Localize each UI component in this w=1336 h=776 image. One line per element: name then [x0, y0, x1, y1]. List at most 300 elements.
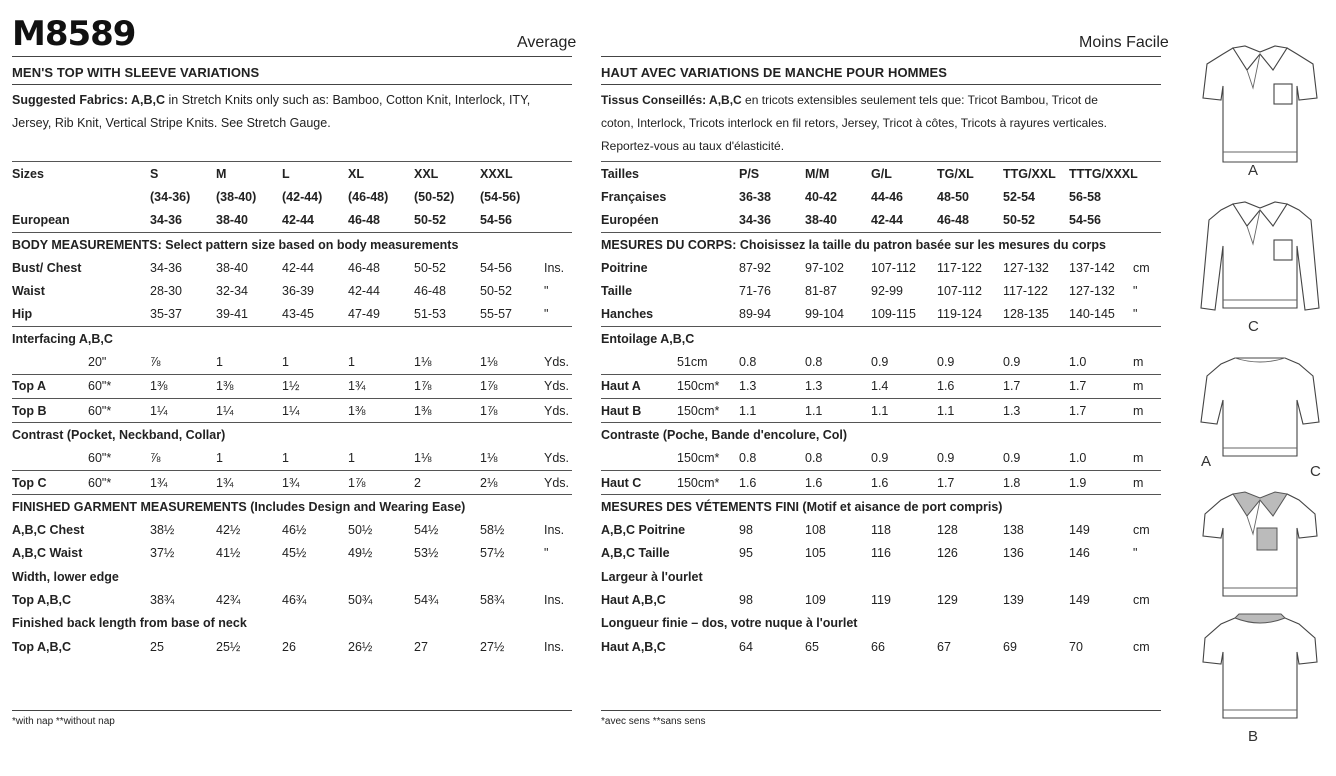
size-value: 48-50 — [937, 189, 969, 204]
size-value: 1¾ — [348, 374, 414, 398]
row-label: Haut B — [601, 398, 677, 422]
row-label: A,B,C Taille — [601, 546, 670, 561]
sketch-view-c — [1195, 198, 1325, 323]
fabric-width — [88, 518, 150, 541]
unit: m — [1133, 470, 1161, 494]
size-value: 1¾ — [216, 470, 282, 494]
row-label: Taille — [601, 284, 633, 299]
size-value: L — [282, 162, 348, 186]
size-value: 149 — [1069, 523, 1090, 538]
size-value: 81-87 — [805, 284, 837, 299]
table-row — [12, 279, 572, 302]
pattern-number: M8589 — [12, 14, 136, 54]
size-value: (50-52) — [414, 189, 455, 204]
size-value: 54¾ — [414, 592, 439, 607]
fabrics-text-fr-1: en tricots extensibles seulement tels que: Tricot Bambou, Tricot de — [741, 93, 1098, 107]
size-value: 87-92 — [739, 260, 771, 275]
fabrics-text-en-2: Jersey, Rib Knit, Vertical Stripe Knits. See Stretch Gauge. — [12, 116, 331, 130]
table-row — [12, 423, 572, 447]
size-value: 38-40 — [216, 260, 248, 275]
size-value: 116 — [871, 546, 891, 561]
size-value: 1⅛ — [480, 355, 498, 370]
size-value: 54-56 — [480, 260, 512, 275]
size-value: (46-48) — [348, 189, 389, 204]
section-heading: Entoilage A,B,C — [601, 327, 1161, 351]
size-value: 50-52 — [414, 260, 446, 275]
table-row — [601, 612, 1161, 635]
size-value: 99-104 — [805, 307, 844, 322]
table-row — [12, 374, 572, 398]
size-value: 58½ — [480, 523, 505, 538]
row-label: Haut A — [601, 374, 677, 398]
fabrics-text-en-1: in Stretch Knits only such as: Bamboo, Cotton Knit, Interlock, ITY, — [165, 93, 531, 107]
size-value: 38-40 — [805, 213, 837, 228]
fabric-width — [88, 542, 150, 565]
unit — [544, 185, 572, 208]
table-row — [601, 162, 1161, 186]
fabric-width — [677, 303, 739, 327]
size-value: 95 — [739, 546, 753, 561]
size-value: 1.1 — [871, 398, 937, 422]
size-value: 37½ — [150, 546, 175, 561]
size-value: 47-49 — [348, 307, 380, 322]
unit: Yds. — [544, 398, 572, 422]
size-value: 1 — [348, 451, 355, 466]
fabric-width: 60"* — [88, 451, 112, 466]
sketch-label-c: C — [1248, 318, 1259, 335]
table-row — [12, 303, 572, 327]
size-value: 1¼ — [216, 398, 282, 422]
size-value: 0.9 — [937, 451, 955, 466]
row-label — [12, 185, 88, 208]
table-row — [601, 423, 1161, 447]
unit — [1133, 185, 1161, 208]
size-value: 1⅞ — [348, 470, 414, 494]
difficulty-level-en: Average — [517, 34, 577, 51]
size-value: 1⅞ — [414, 374, 480, 398]
row-label: A,B,C Chest — [12, 523, 85, 538]
fabric-width: 150cm* — [677, 470, 739, 494]
section-heading: MESURES DES VÉTEMENTS FINI (Motif et aisance de port compris) — [601, 495, 1161, 519]
fabric-width: 150cm* — [677, 451, 720, 466]
table-row — [12, 232, 572, 256]
size-value: 56-58 — [1069, 189, 1101, 204]
table-row — [601, 350, 1161, 374]
table-row — [601, 279, 1161, 302]
table-row — [601, 495, 1161, 519]
size-value: 109-115 — [871, 307, 916, 322]
size-value: 49½ — [348, 546, 373, 561]
row-label: Poitrine — [601, 260, 648, 275]
size-value: 1⅛ — [414, 451, 432, 466]
difficulty-level-fr: Moins Facile — [1079, 34, 1169, 51]
size-value: 136 — [1003, 546, 1024, 561]
size-value: 38¾ — [150, 592, 175, 607]
size-value: 1⅜ — [216, 374, 282, 398]
section-heading: Width, lower edge — [12, 569, 119, 584]
sketch-label-c2: C — [1310, 463, 1321, 480]
size-value: 42-44 — [871, 213, 903, 228]
size-value: 1.7 — [1069, 374, 1133, 398]
size-value: 1 — [216, 451, 223, 466]
size-value: 138 — [1003, 523, 1024, 538]
size-value: 1 — [282, 355, 289, 370]
size-value: 0.8 — [739, 355, 757, 370]
fabric-width: 51cm — [677, 355, 708, 370]
table-row — [601, 256, 1161, 279]
row-label — [601, 447, 677, 471]
size-value: 117-122 — [937, 260, 982, 275]
size-value: 0.9 — [871, 451, 889, 466]
sketch-label-b: B — [1248, 728, 1259, 745]
sketch-back-view-b — [1195, 612, 1325, 727]
unit: " — [544, 307, 549, 322]
section-heading: Finished back length from base of neck — [12, 616, 247, 631]
size-value: 1¾ — [282, 470, 348, 494]
size-value: 2⅛ — [480, 470, 544, 494]
size-value: 1⅜ — [414, 398, 480, 422]
size-value: 53½ — [414, 546, 439, 561]
size-value: 1.8 — [1003, 470, 1069, 494]
size-value: 98 — [739, 523, 753, 538]
section-heading: Interfacing A,B,C — [12, 327, 572, 351]
row-label: Hanches — [601, 307, 654, 322]
table-row — [12, 470, 572, 494]
unit: " — [1133, 546, 1138, 561]
size-value: 98 — [739, 592, 753, 607]
size-value: 139 — [1003, 592, 1024, 607]
sketch-view-a — [1195, 40, 1325, 175]
fabric-width: 150cm* — [677, 398, 739, 422]
unit: Yds. — [544, 470, 572, 494]
title-en: MEN'S TOP WITH SLEEVE VARIATIONS — [12, 65, 260, 80]
size-value: ⅞ — [150, 451, 161, 466]
fabric-width — [88, 256, 150, 279]
table-row — [601, 588, 1161, 611]
table-row — [12, 162, 572, 186]
size-value: 1.7 — [1003, 374, 1069, 398]
size-value: XL — [348, 162, 414, 186]
size-value: 38½ — [150, 523, 175, 538]
size-value: 119 — [871, 592, 891, 607]
size-value: 126 — [937, 546, 958, 561]
size-value: 1⅛ — [480, 451, 498, 466]
size-value: 0.8 — [739, 451, 757, 466]
size-value: 50-52 — [414, 213, 446, 228]
size-value: ⅞ — [150, 355, 161, 370]
size-value: 1.1 — [937, 398, 1003, 422]
unit: " — [544, 284, 549, 299]
section-heading: BODY MEASUREMENTS: Select pattern size based on body measurements — [12, 232, 572, 256]
size-value: 1 — [348, 355, 355, 370]
size-value: 42½ — [216, 523, 241, 538]
unit: " — [544, 546, 549, 561]
row-label: Top A,B,C — [12, 639, 72, 654]
fabrics-text-fr-3: Reportez-vous au taux d'élasticité. — [601, 139, 785, 153]
size-value: 52-54 — [1003, 189, 1035, 204]
unit: Yds. — [544, 355, 570, 370]
table-row — [12, 588, 572, 611]
fabric-width — [677, 256, 739, 279]
table-row — [601, 518, 1161, 541]
size-value: 45½ — [282, 546, 307, 561]
row-label: Waist — [12, 284, 45, 299]
section-heading: FINISHED GARMENT MEASUREMENTS (Includes Design and Wearing Ease) — [12, 495, 572, 519]
size-value: 46½ — [282, 523, 307, 538]
row-label — [601, 350, 677, 374]
size-value: 43-45 — [282, 307, 314, 322]
fabrics-fr — [601, 89, 1161, 158]
size-value: 36-38 — [739, 189, 771, 204]
size-value: TG/XL — [937, 162, 1003, 186]
table-row — [601, 565, 1161, 588]
size-value: 127-132 — [1003, 260, 1049, 275]
row-label: Top A — [12, 374, 88, 398]
row-label: A,B,C Poitrine — [601, 523, 686, 538]
size-value: 50¾ — [348, 592, 373, 607]
size-value: 0.8 — [805, 451, 823, 466]
sketch-label-a: A — [1248, 162, 1259, 179]
size-value: 1.9 — [1069, 470, 1133, 494]
size-value: 25 — [150, 639, 164, 654]
size-value: 0.9 — [937, 355, 955, 370]
unit: Ins. — [544, 523, 565, 538]
size-value: 46-48 — [348, 260, 380, 275]
unit — [544, 162, 572, 186]
table-row — [12, 327, 572, 351]
footnote-en: *with nap **without nap — [12, 716, 115, 727]
row-label: Haut A,B,C — [601, 592, 666, 607]
unit: m — [1133, 398, 1161, 422]
size-value: (34-36) — [150, 189, 191, 204]
size-value: 127-132 — [1069, 284, 1115, 299]
size-value: 1.3 — [739, 374, 805, 398]
row-label — [12, 447, 88, 471]
fabric-width — [677, 209, 739, 233]
size-value: M — [216, 162, 282, 186]
size-value: 1.0 — [1069, 451, 1087, 466]
table-row — [12, 518, 572, 541]
size-value: G/L — [871, 162, 937, 186]
size-value: 50½ — [348, 523, 373, 538]
unit: Ins. — [544, 639, 565, 654]
fabric-width — [677, 542, 739, 565]
size-value: 107-112 — [871, 260, 916, 275]
table-row — [12, 565, 572, 588]
fabric-width — [677, 588, 739, 611]
size-value: 0.9 — [1003, 355, 1021, 370]
unit — [1133, 209, 1161, 233]
size-chart-fr — [601, 161, 1161, 658]
size-value: 1⅛ — [414, 355, 432, 370]
table-row — [601, 447, 1161, 471]
size-value: 50-52 — [480, 284, 512, 299]
table-row — [12, 635, 572, 658]
table-row — [12, 542, 572, 565]
size-value: 55-57 — [480, 307, 512, 322]
unit: Yds. — [544, 451, 570, 466]
size-value: 1.3 — [1003, 398, 1069, 422]
size-value: 46-48 — [414, 284, 446, 299]
fabric-width: 20" — [88, 355, 107, 370]
size-value: 42-44 — [282, 260, 314, 275]
row-label: European — [12, 213, 70, 228]
table-row — [12, 495, 572, 519]
fabrics-label-fr: Tissus Conseillés: A,B,C — [601, 93, 742, 107]
size-value: 1.6 — [871, 470, 937, 494]
unit: cm — [1133, 592, 1150, 607]
size-value: 0.9 — [1003, 451, 1021, 466]
size-value: 0.8 — [805, 355, 823, 370]
fabric-width — [88, 588, 150, 611]
size-value: 65 — [805, 639, 819, 654]
table-row — [12, 612, 572, 635]
size-value: 50-52 — [1003, 213, 1035, 228]
fabric-width: 60"* — [88, 470, 150, 494]
row-label: Top B — [12, 398, 88, 422]
unit: m — [1133, 374, 1161, 398]
size-value: 57½ — [480, 546, 505, 561]
fabric-width: 60"* — [88, 398, 150, 422]
size-value: 27½ — [480, 639, 505, 654]
size-value: 38-40 — [216, 213, 248, 228]
size-value: 1.3 — [805, 374, 871, 398]
size-value: 58¾ — [480, 592, 505, 607]
fabric-width — [677, 279, 739, 302]
fabric-width — [88, 635, 150, 658]
size-value: 46-48 — [348, 213, 380, 228]
unit: Yds. — [544, 374, 572, 398]
size-value: 1 — [216, 355, 223, 370]
size-value: 1.7 — [1069, 398, 1133, 422]
row-label: Haut A,B,C — [601, 639, 666, 654]
size-value: TTG/XXL — [1003, 162, 1069, 186]
size-value: 1.1 — [739, 398, 805, 422]
size-chart-en — [12, 161, 572, 658]
title-fr: HAUT AVEC VARIATIONS DE MANCHE POUR HOMMES — [601, 65, 948, 80]
size-value: XXL — [414, 162, 480, 186]
size-value: 41½ — [216, 546, 241, 561]
row-label: A,B,C Waist — [12, 546, 83, 561]
size-value: 66 — [871, 639, 885, 654]
size-value: 70 — [1069, 639, 1083, 654]
table-row — [601, 374, 1161, 398]
size-value: 1⅜ — [150, 374, 216, 398]
fabric-width — [88, 162, 150, 186]
size-value: 69 — [1003, 639, 1017, 654]
size-value: 1.4 — [871, 374, 937, 398]
size-value: 109 — [805, 592, 826, 607]
row-label: Top C — [12, 470, 88, 494]
unit: cm — [1133, 260, 1150, 275]
size-value: 28-30 — [150, 284, 182, 299]
unit: m — [1133, 451, 1144, 466]
row-label: Européen — [601, 213, 659, 228]
size-value: 34-36 — [150, 213, 182, 228]
size-value: 1¾ — [150, 470, 216, 494]
size-value: 34-36 — [150, 260, 182, 275]
size-value: 118 — [871, 523, 891, 538]
row-label: Françaises — [601, 189, 667, 204]
sketch-back-view-ac — [1195, 352, 1325, 462]
section-heading: Contrast (Pocket, Neckband, Collar) — [12, 423, 572, 447]
size-value: 1.7 — [937, 470, 1003, 494]
size-value: P/S — [739, 162, 805, 186]
fabric-width — [88, 279, 150, 302]
size-value: (42-44) — [282, 189, 323, 204]
section-heading: Largeur à l'ourlet — [601, 569, 703, 584]
size-value: (38-40) — [216, 189, 257, 204]
size-value: 26½ — [348, 639, 373, 654]
size-value: 108 — [805, 523, 826, 538]
sketch-label-a2: A — [1201, 453, 1212, 470]
size-value: S — [150, 162, 216, 186]
size-value: 149 — [1069, 592, 1090, 607]
size-value: 51-53 — [414, 307, 446, 322]
fabric-width — [677, 162, 739, 186]
table-row — [601, 232, 1161, 256]
fabric-width — [88, 185, 150, 208]
size-value: 25½ — [216, 639, 241, 654]
size-value: 32-34 — [216, 284, 248, 299]
size-value: M/M — [805, 162, 871, 186]
table-row — [601, 398, 1161, 422]
size-value: 46¾ — [282, 592, 307, 607]
unit: Ins. — [544, 592, 565, 607]
size-value: 140-145 — [1069, 307, 1115, 322]
size-value: 26 — [282, 639, 296, 654]
fabric-width — [88, 209, 150, 233]
size-value: 2 — [414, 470, 480, 494]
size-value: 1⅜ — [348, 398, 414, 422]
table-row — [601, 542, 1161, 565]
row-label: Hip — [12, 307, 33, 322]
unit: cm — [1133, 639, 1150, 654]
size-value: 1¼ — [282, 398, 348, 422]
fabrics-label-en: Suggested Fabrics: A,B,C — [12, 93, 166, 107]
row-label: Top A,B,C — [12, 592, 72, 607]
footnote-fr: *avec sens **sans sens — [601, 716, 706, 727]
section-heading: Longueur finie – dos, votre nuque à l'ourlet — [601, 616, 858, 631]
size-value: 1.6 — [805, 470, 871, 494]
table-row — [12, 185, 572, 208]
fabric-width: 60"* — [88, 374, 150, 398]
section-heading: MESURES DU CORPS: Choisissez la taille du patron basée sur les mesures du corps — [601, 232, 1161, 256]
size-value: 89-94 — [739, 307, 771, 322]
table-row — [601, 303, 1161, 327]
size-value: (54-56) — [480, 189, 521, 204]
row-label: Tailles — [601, 162, 677, 186]
size-value: 146 — [1069, 546, 1090, 561]
size-value: 71-76 — [739, 284, 771, 299]
size-value: 137-142 — [1069, 260, 1115, 275]
size-value: 1½ — [282, 374, 348, 398]
size-value: 27 — [414, 639, 428, 654]
size-value: 128 — [937, 523, 958, 538]
table-row — [601, 327, 1161, 351]
size-value: 1¼ — [150, 398, 216, 422]
size-value: 92-99 — [871, 284, 903, 299]
fabric-width — [677, 518, 739, 541]
size-value: 35-37 — [150, 307, 182, 322]
table-row — [12, 350, 572, 374]
size-value: 1 — [282, 451, 289, 466]
unit: " — [1133, 307, 1138, 322]
table-row — [12, 398, 572, 422]
size-value: XXXL — [480, 162, 544, 186]
fabrics-text-fr-2: coton, Interlock, Tricots interlock en fil retors, Jersey, Tricot à côtes, Tricots à rayures verticales. — [601, 116, 1107, 130]
size-value: 34-36 — [739, 213, 771, 228]
